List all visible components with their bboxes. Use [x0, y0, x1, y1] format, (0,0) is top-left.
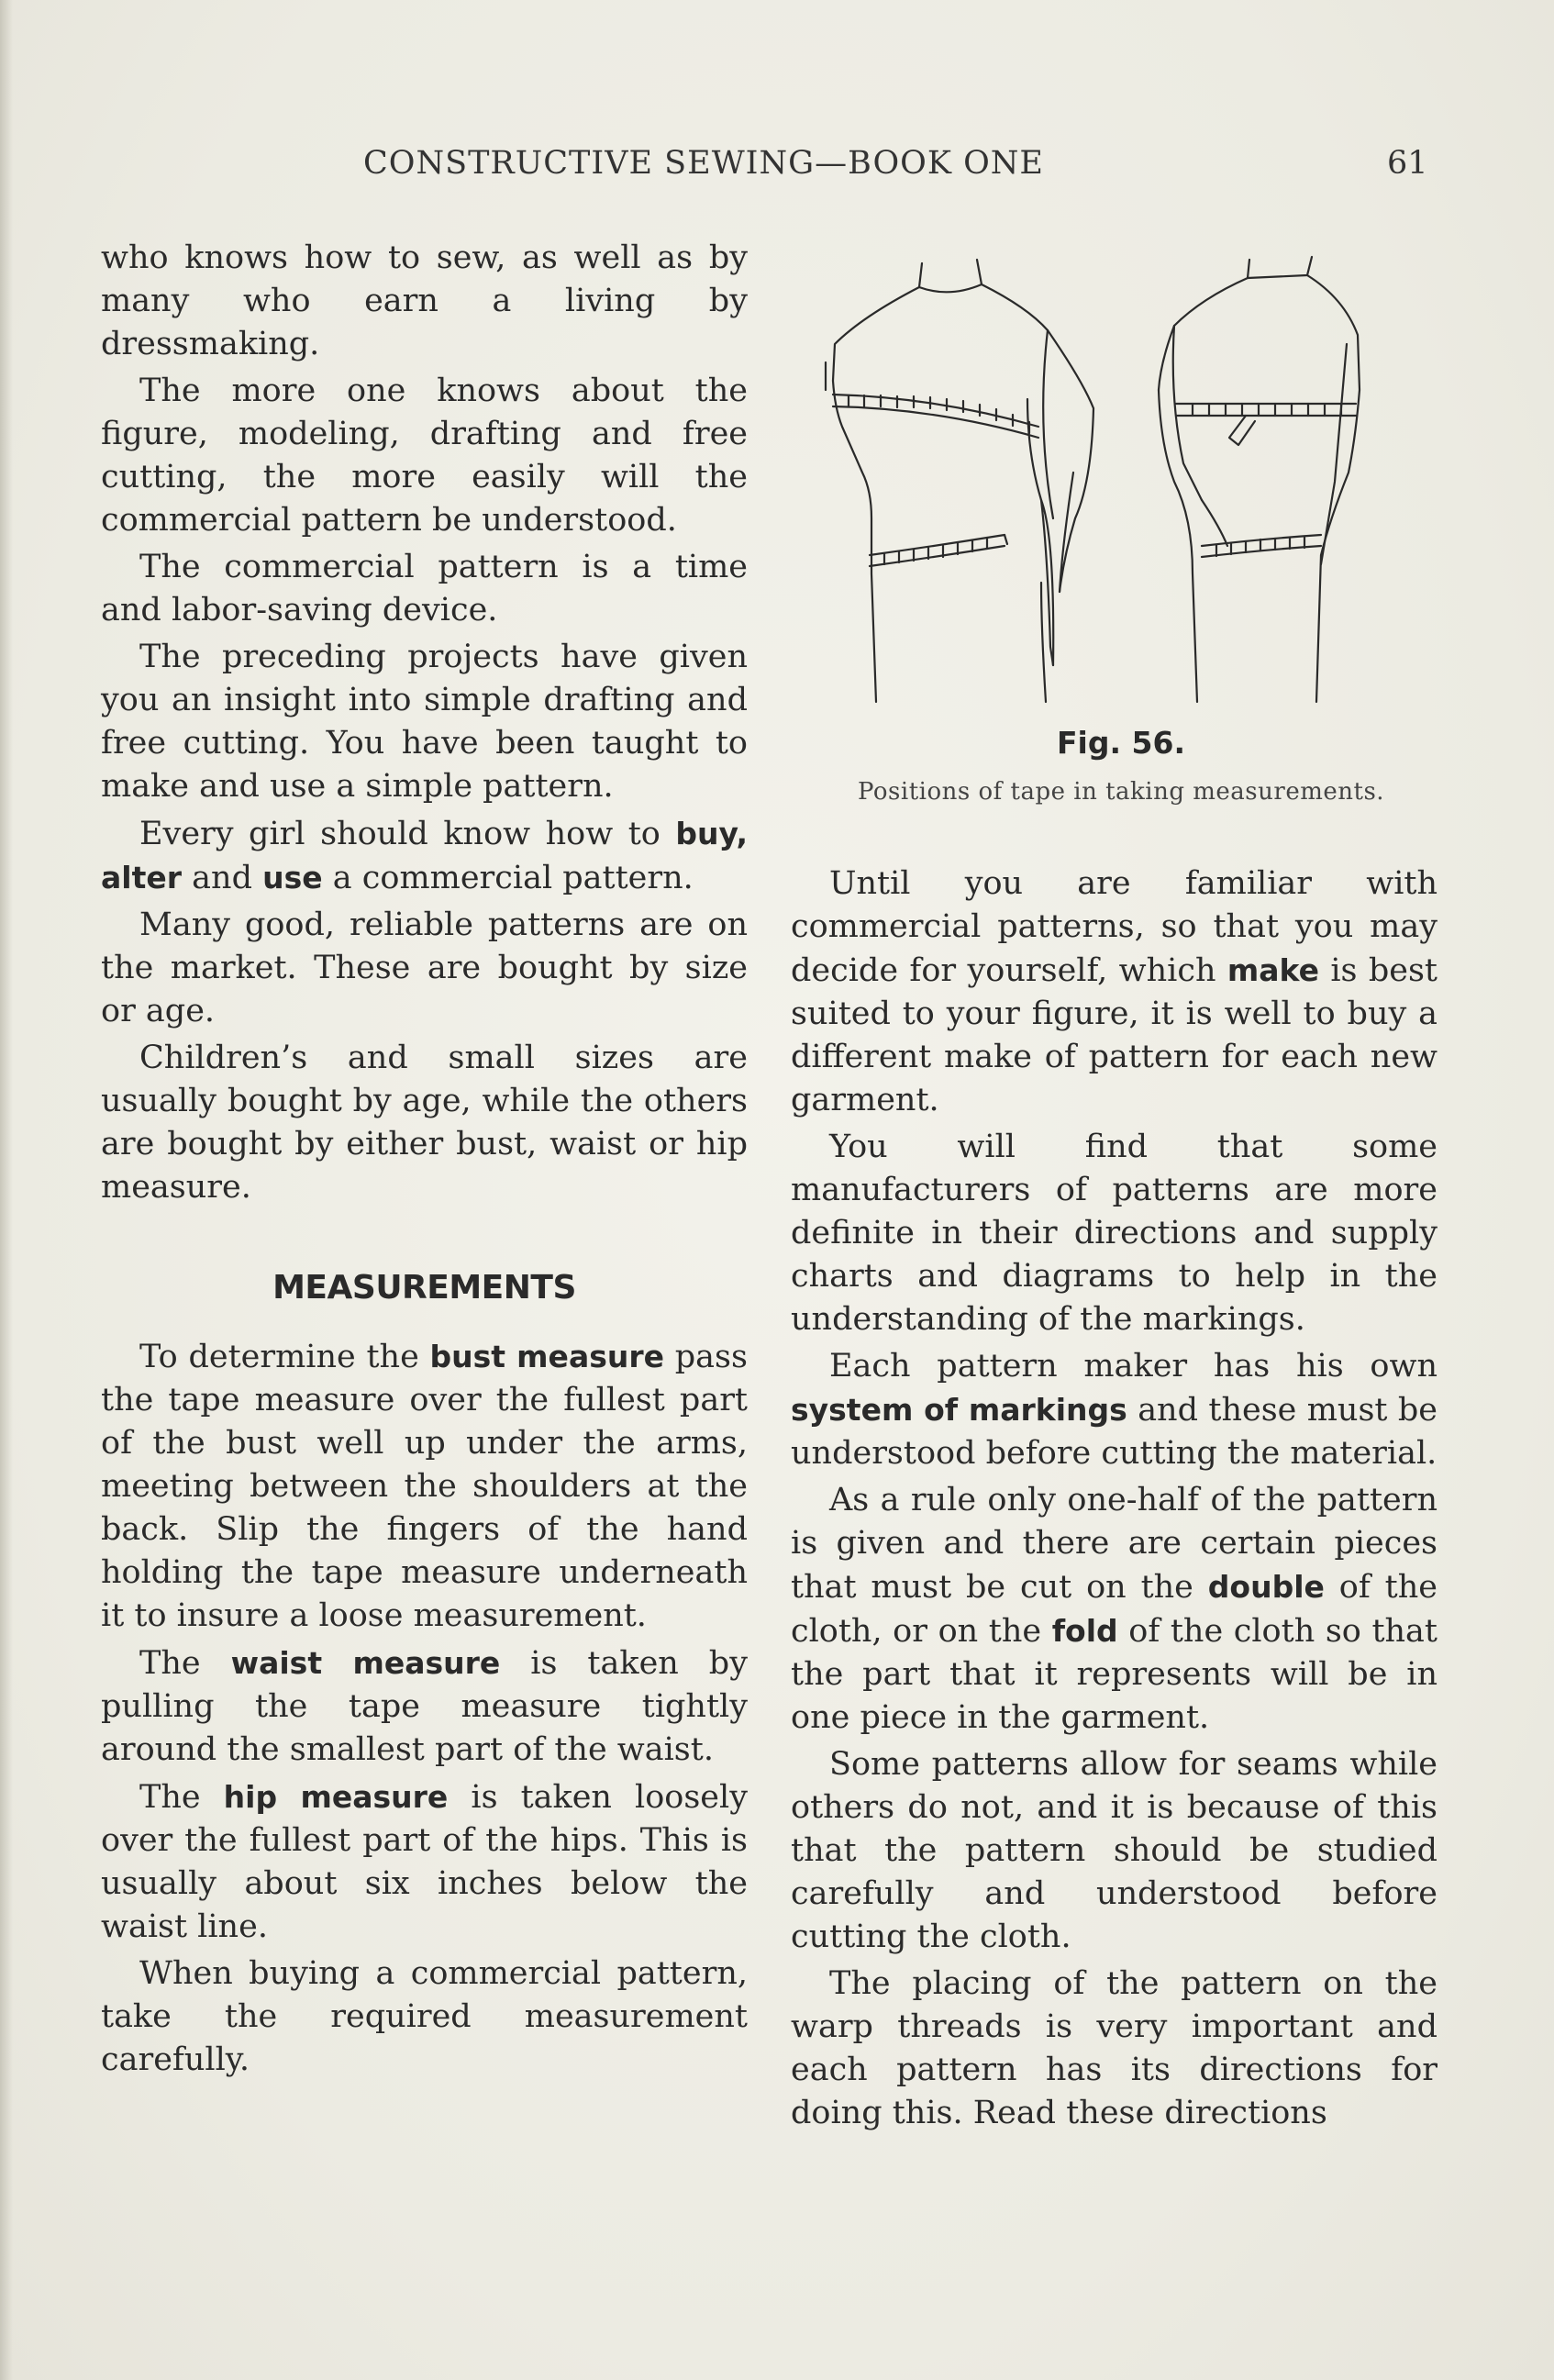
bold-term-bust-measure: bust measure — [429, 1339, 665, 1374]
paragraph — [101, 812, 748, 900]
text-run: of the cloth so that the part that it represents will be in one piece in the garment. — [791, 1613, 1437, 1736]
left-column — [101, 237, 748, 2085]
bold-term-make: make — [1227, 952, 1319, 988]
figure-caption: Positions of tape in taking measurements. — [857, 778, 1385, 806]
text-run: and these must be understood before cutting the material. — [791, 1392, 1437, 1472]
paragraph — [101, 1775, 748, 1949]
back-figure-drawing — [1159, 257, 1360, 702]
bold-term-double: double — [1207, 1569, 1325, 1605]
tape-measure-diagram — [807, 243, 1449, 720]
right-column — [791, 862, 1437, 2139]
bold-term-alter: alter — [101, 860, 183, 895]
paragraph: When buying a commercial pattern, take the required measurement carefully. — [101, 1955, 748, 2078]
paragraph: who knows how to sew, as well as by many who earn a living by dressmaking. — [101, 239, 748, 362]
text-run: Every girl should know how to — [139, 816, 660, 852]
bold-term-buy: buy, — [675, 816, 748, 851]
bold-term-system-of-markings: system of markings — [791, 1392, 1127, 1428]
paragraph — [101, 1641, 748, 1772]
text-run: is best suited to your figure, it is well to buy a different make of pattern for each new garment. — [791, 952, 1437, 1118]
paragraph — [791, 1345, 1437, 1475]
text-run: pass the tape measure over the fullest part of the bust well up under the arms, meeting between the shoulders at the back. Slip the fingers of the hand holding the tape measure underneath it to insure a loose measurement. — [101, 1339, 748, 1634]
running-header: CONSTRUCTIVE SEWING—BOOK ONE — [363, 145, 1044, 182]
text-run: As a rule only one-half of the pattern is given and there are certain pieces that must be cut on the — [791, 1482, 1437, 1606]
paragraph: The placing of the pattern on the warp threads is very important and each pattern has its directions for doing this. Read these directions — [791, 1965, 1437, 2131]
paragraph: The commercial pattern is a time and labor-saving device. — [101, 549, 748, 628]
paragraph: Children’s and small sizes are usually bought by age, while the others are bought by either bust, waist or hip measure. — [101, 1040, 748, 1206]
paragraph: Many good, reliable patterns are on the market. These are bought by size or age. — [101, 906, 748, 1029]
bold-term-hip-measure: hip measure — [223, 1779, 449, 1815]
paragraph — [791, 1479, 1437, 1740]
paragraph: You will find that some manufacturers of patterns are more definite in their directions and supply charts and diagrams to help in the understanding of the markings. — [791, 1129, 1437, 1338]
back-bust-tape-ticks — [1193, 404, 1341, 416]
page-edge-shadow — [0, 0, 13, 2380]
paragraph: The more one knows about the figure, modeling, drafting and free cutting, the more easily will the commercial pattern be understood. — [101, 373, 748, 539]
paragraph — [101, 1335, 748, 1638]
text-run: of the cloth, or on the — [791, 1569, 1437, 1650]
text-run: Until you are familiar with commercial patterns, so that you may decide for yourself, which — [791, 865, 1437, 989]
front-figure-drawing — [826, 260, 1093, 702]
text-run: The — [139, 1779, 201, 1816]
figure-56-illustration — [807, 243, 1449, 739]
text-run: and — [192, 860, 252, 896]
paragraph: Some patterns allow for seams while others do not, and it is because of this that the pattern should be studied carefully and understood before cutting the cloth. — [791, 1746, 1437, 1955]
text-run: is taken loosely over the fullest part of the hips. This is usually about six inches below the waist line. — [101, 1779, 748, 1945]
paragraph — [791, 862, 1437, 1122]
section-heading: MEASUREMENTS — [272, 1269, 576, 1307]
page-number: 61 — [1387, 145, 1428, 182]
text-run: Each pattern maker has his own — [829, 1348, 1437, 1385]
bold-term-fold: fold — [1051, 1613, 1118, 1649]
text-run: The — [139, 1645, 201, 1682]
paragraph: The preceding projects have given you an insight into simple drafting and free cutting. You have been taught to make and use a simple pattern. — [101, 639, 748, 805]
waist-tape-ticks — [884, 538, 987, 564]
text-run: is taken by pulling the tape measure tightly around the smallest part of the waist. — [101, 1645, 748, 1768]
bold-term-waist-measure: waist measure — [230, 1645, 501, 1681]
figure-label: Fig. 56. — [1057, 725, 1185, 761]
text-run: a commercial pattern. — [332, 860, 694, 896]
text-run: To determine the — [139, 1339, 419, 1375]
bold-term-use: use — [262, 860, 323, 895]
